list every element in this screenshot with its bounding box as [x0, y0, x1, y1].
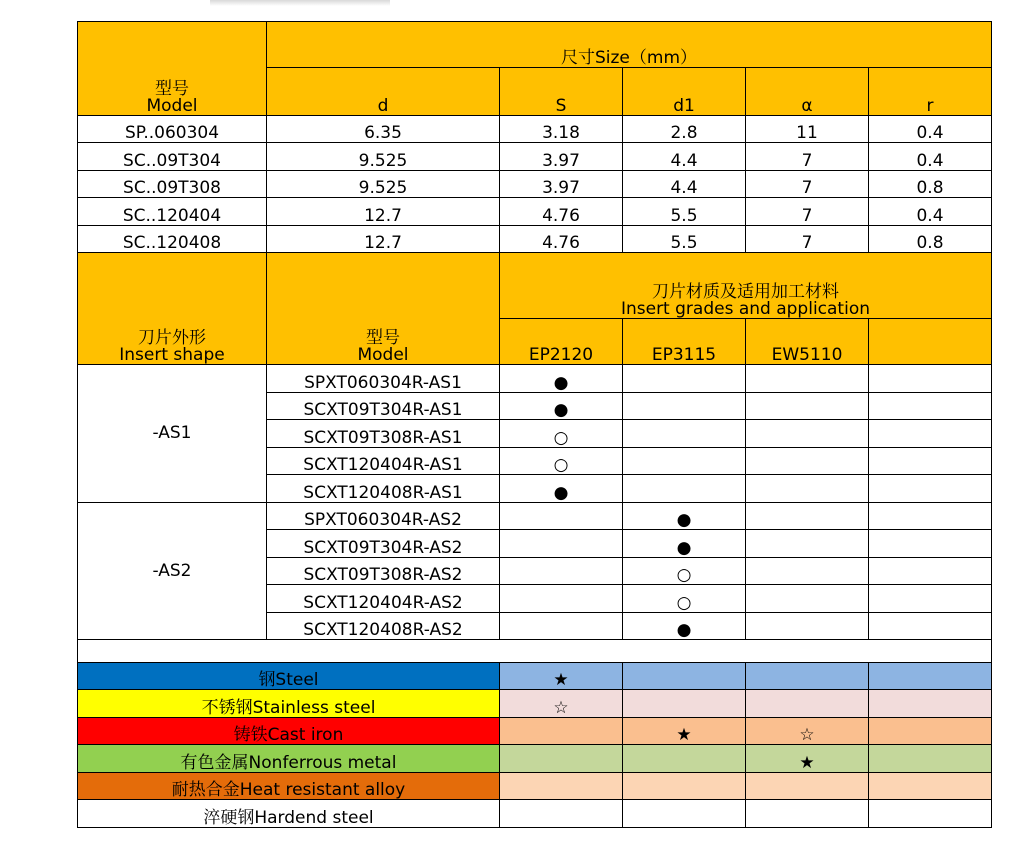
size-s: 3.97 — [500, 143, 623, 171]
mark-ep2120 — [500, 558, 623, 585]
material-row — [78, 690, 992, 718]
size-d: 9.525 — [267, 143, 500, 171]
material-mark: ★ — [500, 663, 623, 690]
col-s: S — [500, 68, 623, 116]
size-r: 0.4 — [869, 198, 992, 226]
material-cast-iron: 铸铁Cast iron — [78, 718, 500, 745]
col-alpha: α — [746, 68, 869, 116]
mark-ew5110 — [746, 585, 869, 613]
size-alpha: 7 — [746, 226, 869, 253]
size-d: 9.525 — [267, 171, 500, 198]
material-mark — [623, 690, 746, 718]
material-steel: 钢Steel — [78, 663, 500, 690]
material-mark — [869, 690, 992, 718]
insert-model: SCXT120404R-AS2 — [267, 585, 500, 613]
size-alpha: 11 — [746, 116, 869, 143]
material-row — [78, 663, 992, 690]
material-mark — [623, 745, 746, 773]
mark-extra — [869, 365, 992, 393]
grade-row — [78, 503, 992, 530]
size-title: 尺寸Size（mm） — [267, 22, 992, 68]
material-row — [78, 745, 992, 773]
mark-ep3115: ○ — [623, 585, 746, 613]
mark-ew5110 — [746, 503, 869, 530]
material-mark — [746, 800, 869, 828]
grade-ep2120: EP2120 — [500, 319, 623, 365]
material-mark — [500, 745, 623, 773]
mark-extra — [869, 475, 992, 503]
model-header-en: Model — [146, 96, 198, 116]
mark-ep3115 — [623, 393, 746, 420]
grades-title-cn: 刀片材质及适用加工材料 — [652, 282, 839, 302]
material-heat-resistant: 耐热合金Heat resistant alloy — [78, 773, 500, 800]
mark-extra — [869, 613, 992, 640]
grade-header-row — [78, 253, 992, 319]
material-mark — [500, 800, 623, 828]
size-header-row — [78, 22, 992, 68]
insert-model: SCXT120408R-AS1 — [267, 475, 500, 503]
mark-ep3115 — [623, 420, 746, 448]
mark-extra — [869, 585, 992, 613]
spacer-cell — [78, 640, 992, 663]
insert-model: SCXT120404R-AS1 — [267, 448, 500, 475]
mark-ep2120: ● — [500, 475, 623, 503]
size-d1: 5.5 — [623, 198, 746, 226]
mark-ep3115: ● — [623, 503, 746, 530]
grade-ep3115: EP3115 — [623, 319, 746, 365]
shape-header-en: Insert shape — [119, 345, 225, 365]
material-mark — [869, 773, 992, 800]
mark-ep2120 — [500, 613, 623, 640]
shape-header — [78, 253, 267, 365]
size-model: SC..120404 — [78, 198, 267, 226]
material-nonferrous: 有色金属Nonferrous metal — [78, 745, 500, 773]
mark-ep2120 — [500, 585, 623, 613]
material-mark — [623, 773, 746, 800]
material-mark — [746, 663, 869, 690]
size-r: 0.8 — [869, 226, 992, 253]
material-mark — [623, 663, 746, 690]
size-row — [78, 198, 992, 226]
size-d: 12.7 — [267, 198, 500, 226]
insert-model: SCXT120408R-AS2 — [267, 613, 500, 640]
mark-extra — [869, 448, 992, 475]
grades-title-en: Insert grades and application — [620, 299, 871, 319]
size-r: 0.4 — [869, 116, 992, 143]
material-row — [78, 800, 992, 828]
mark-ew5110 — [746, 475, 869, 503]
mark-ep2120: ● — [500, 365, 623, 393]
material-row — [78, 773, 992, 800]
mark-extra — [869, 530, 992, 558]
material-hardened: 淬硬钢Hardend steel — [78, 800, 500, 828]
col-d: d — [267, 68, 500, 116]
material-mark: ☆ — [746, 718, 869, 745]
material-mark — [500, 718, 623, 745]
size-d1: 4.4 — [623, 143, 746, 171]
material-mark — [869, 718, 992, 745]
material-mark — [869, 745, 992, 773]
mark-ep3115: ● — [623, 530, 746, 558]
size-model: SC..09T304 — [78, 143, 267, 171]
mark-ep3115 — [623, 365, 746, 393]
material-mark — [500, 773, 623, 800]
col-r: r — [869, 68, 992, 116]
material-mark — [869, 800, 992, 828]
size-s: 4.76 — [500, 226, 623, 253]
mark-ep2120 — [500, 530, 623, 558]
shape-as2: -AS2 — [78, 503, 267, 640]
size-d1: 4.4 — [623, 171, 746, 198]
insert-model: SPXT060304R-AS2 — [267, 503, 500, 530]
material-mark: ★ — [623, 718, 746, 745]
grade-model-header — [267, 253, 500, 365]
grade-ew5110: EW5110 — [746, 319, 869, 365]
grade-model-header-cn: 型号 — [366, 328, 400, 348]
mark-ew5110 — [746, 420, 869, 448]
spacer-row — [78, 640, 992, 663]
size-d: 12.7 — [267, 226, 500, 253]
top-shadow — [210, 0, 390, 6]
material-mark: ☆ — [500, 690, 623, 718]
size-model: SP..060304 — [78, 116, 267, 143]
model-header-cn: 型号 — [155, 79, 189, 99]
insert-model: SCXT09T308R-AS2 — [267, 558, 500, 585]
size-alpha: 7 — [746, 198, 869, 226]
model-header — [78, 22, 267, 116]
size-model: SC..09T308 — [78, 171, 267, 198]
insert-spec-table — [77, 21, 992, 828]
size-row — [78, 143, 992, 171]
size-alpha: 7 — [746, 171, 869, 198]
size-d: 6.35 — [267, 116, 500, 143]
size-d1: 2.8 — [623, 116, 746, 143]
mark-ew5110 — [746, 613, 869, 640]
material-stainless: 不锈钢Stainless steel — [78, 690, 500, 718]
mark-extra — [869, 420, 992, 448]
size-d1: 5.5 — [623, 226, 746, 253]
shape-as1: -AS1 — [78, 365, 267, 503]
insert-model: SPXT060304R-AS1 — [267, 365, 500, 393]
size-r: 0.4 — [869, 143, 992, 171]
material-mark — [746, 773, 869, 800]
size-model: SC..120408 — [78, 226, 267, 253]
material-mark — [623, 800, 746, 828]
mark-extra — [869, 393, 992, 420]
mark-ep2120 — [500, 503, 623, 530]
mark-ep3115: ○ — [623, 558, 746, 585]
material-mark — [869, 663, 992, 690]
material-mark: ★ — [746, 745, 869, 773]
grades-title — [500, 253, 992, 319]
mark-ew5110 — [746, 393, 869, 420]
material-mark — [746, 690, 869, 718]
size-s: 3.97 — [500, 171, 623, 198]
grade-empty — [869, 319, 992, 365]
mark-ew5110 — [746, 448, 869, 475]
mark-ep2120: ○ — [500, 420, 623, 448]
insert-model: SCXT09T308R-AS1 — [267, 420, 500, 448]
mark-ep3115 — [623, 448, 746, 475]
col-d1: d1 — [623, 68, 746, 116]
mark-extra — [869, 558, 992, 585]
mark-extra — [869, 503, 992, 530]
size-alpha: 7 — [746, 143, 869, 171]
insert-model: SCXT09T304R-AS1 — [267, 393, 500, 420]
mark-ew5110 — [746, 558, 869, 585]
size-r: 0.8 — [869, 171, 992, 198]
shape-header-cn: 刀片外形 — [138, 328, 206, 348]
mark-ep2120: ○ — [500, 448, 623, 475]
mark-ew5110 — [746, 530, 869, 558]
size-row — [78, 226, 992, 253]
size-s: 4.76 — [500, 198, 623, 226]
grade-row — [78, 365, 992, 393]
mark-ep3115 — [623, 475, 746, 503]
mark-ep3115: ● — [623, 613, 746, 640]
size-s: 3.18 — [500, 116, 623, 143]
material-row — [78, 718, 992, 745]
size-row — [78, 171, 992, 198]
insert-model: SCXT09T304R-AS2 — [267, 530, 500, 558]
size-row — [78, 116, 992, 143]
mark-ew5110 — [746, 365, 869, 393]
grade-model-header-en: Model — [357, 345, 409, 365]
mark-ep2120: ● — [500, 393, 623, 420]
